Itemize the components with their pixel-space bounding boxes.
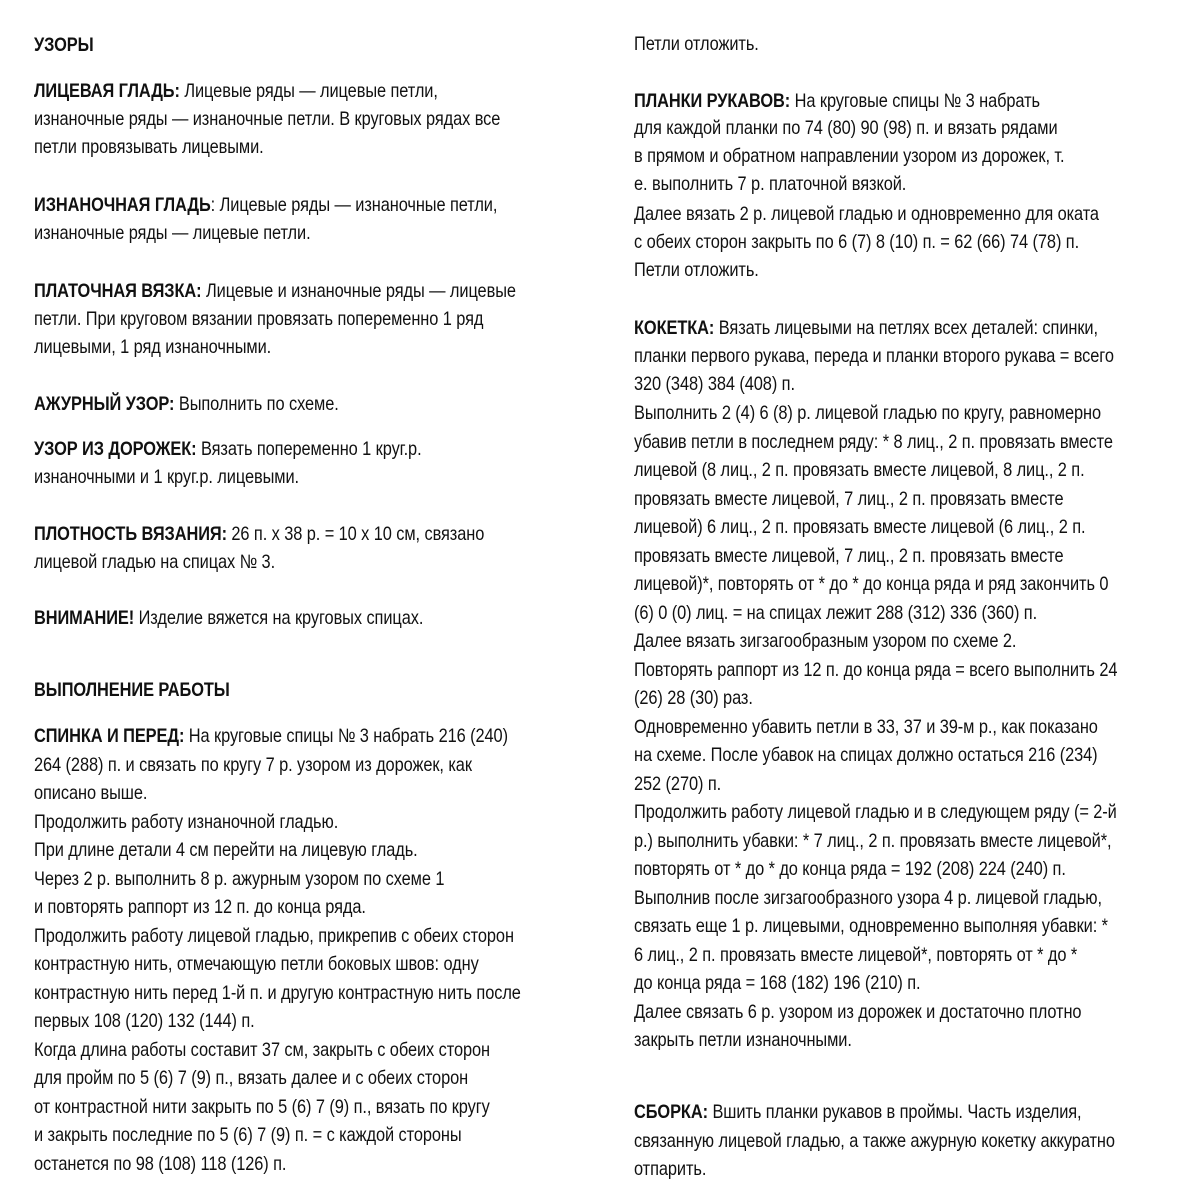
reverse-stockinette-first-line bbox=[34, 191, 497, 219]
yoke-line: Продолжить работу лицевой гладью и в следующем ряду (= 2-й bbox=[634, 801, 1117, 823]
tracks-title: УЗОР ИЗ ДОРОЖЕК: bbox=[34, 438, 197, 460]
stockinette-title: ЛИЦЕВАЯ ГЛАДЬ: bbox=[34, 80, 180, 102]
back-front-line: для пройм по 5 (6) 7 (9) п., вязать далее и с обеих сторон bbox=[34, 1067, 469, 1089]
lace-first-line bbox=[34, 390, 339, 418]
back-front-line: останется по 98 (108) 118 (126) п. bbox=[34, 1153, 287, 1175]
garter-line: петли. При круговом вязании провязать попеременно 1 ряд bbox=[34, 308, 484, 330]
gauge-line: лицевой гладью на спицах № 3. bbox=[34, 551, 276, 573]
yoke-line: Выполнив после зигзагообразного узора 4 р. лицевой гладью, bbox=[634, 887, 1102, 909]
reverse-stockinette-line: изнаночные ряды — лицевые петли. bbox=[34, 222, 311, 244]
yoke-title: КОКЕТКА: bbox=[634, 317, 715, 339]
assembly-line: отпарить. bbox=[634, 1158, 707, 1180]
back-front-title: СПИНКА И ПЕРЕД: bbox=[34, 725, 185, 747]
yoke-line: р.) выполнить убавки: * 7 лиц., 2 п. провязать вместе лицевой*, bbox=[634, 830, 1112, 852]
back-front-line: 264 (288) п. и связать по кругу 7 р. узором из дорожек, как bbox=[34, 754, 472, 776]
attention-text: Изделие вяжется на круговых спицах. bbox=[134, 607, 424, 629]
assembly-line: связанную лицевой гладью, а также ажурную кокетку аккуратно bbox=[634, 1130, 1115, 1152]
yoke-line: связать еще 1 р. лицевыми, одновременно выполняя убавки: * bbox=[634, 915, 1108, 937]
reverse-stockinette-title: ИЗНАНОЧНАЯ ГЛАДЬ bbox=[34, 194, 211, 216]
yoke-line: провязать вместе лицевой, 7 лиц., 2 п. провязать вместе bbox=[634, 545, 1064, 567]
garter-text: Лицевые и изнаночные ряды — лицевые bbox=[201, 280, 516, 302]
tracks-line: изнаночными и 1 круг.р. лицевыми. bbox=[34, 466, 299, 488]
yoke-line: на схеме. После убавок на спицах должно остаться 216 (234) bbox=[634, 744, 1098, 766]
attention-title: ВНИМАНИЕ! bbox=[34, 607, 135, 629]
sleeve-bands-line: е. выполнить 7 р. платочной вязкой. bbox=[634, 173, 907, 195]
back-front-text: На круговые спицы № 3 набрать 216 (240) bbox=[184, 725, 508, 747]
back-front-first-line bbox=[34, 722, 508, 750]
back-front-line: описано выше. bbox=[34, 782, 148, 804]
back-front-line: контрастную нить перед 1-й п. и другую контрастную нить после bbox=[34, 982, 521, 1004]
sleeve-bands-line: для каждой планки по 74 (80) 90 (98) п. и вязать рядами bbox=[634, 117, 1058, 139]
yoke-line: (6) 0 (0) лиц. = на спицах лежит 288 (312) 336 (360) п. bbox=[634, 602, 1038, 624]
gauge-text: 26 п. х 38 р. = 10 х 10 см, связано bbox=[226, 523, 485, 545]
tracks-text: Вязать попеременно 1 круг.р. bbox=[196, 438, 422, 460]
back-front-line: При длине детали 4 см перейти на лицевую гладь. bbox=[34, 839, 418, 861]
yoke-line: 6 лиц., 2 п. провязать вместе лицевой*, повторять от * до * bbox=[634, 944, 1078, 966]
back-front-line: и повторять раппорт из 12 п. до конца ряда. bbox=[34, 896, 366, 918]
yoke-line: повторять от * до * до конца ряда = 192 (208) 224 (240) п. bbox=[634, 858, 1066, 880]
yoke-line: лицевой (8 лиц., 2 п. провязать вместе лицевой, 8 лиц., 2 п. bbox=[634, 459, 1085, 481]
back-front-line: контрастную нить, отмечающую петли боковых швов: одну bbox=[34, 953, 479, 975]
sleeve-bands-line: с обеих сторон закрыть по 6 (7) 8 (10) п. = 62 (66) 74 (78) п. bbox=[634, 231, 1080, 253]
yoke-line: убавив петли в последнем ряду: * 8 лиц., 2 п. провязать вместе bbox=[634, 431, 1113, 453]
garter-title: ПЛАТОЧНАЯ ВЯЗКА: bbox=[34, 280, 202, 302]
back-front-line: от контрастной нити закрыть по 5 (6) 7 (9) п., вязать по кругу bbox=[34, 1096, 490, 1118]
reverse-stockinette-text: : Лицевые ряды — изнаночные петли, bbox=[210, 194, 498, 216]
yoke-line: Одновременно убавить петли в 33, 37 и 39-м р., как показано bbox=[634, 716, 1098, 738]
sleeve-bands-first-line bbox=[634, 87, 1040, 115]
yoke-line: закрыть петли изнаночными. bbox=[634, 1029, 852, 1051]
back-front-line: и закрыть последние по 5 (6) 7 (9) п. = с каждой стороны bbox=[34, 1124, 462, 1146]
stockinette-first-line bbox=[34, 77, 438, 105]
assembly-title: СБОРКА: bbox=[634, 1101, 708, 1123]
assembly-first-line bbox=[634, 1098, 1082, 1126]
yoke-line: до конца ряда = 168 (182) 196 (210) п. bbox=[634, 972, 921, 994]
yoke-line: провязать вместе лицевой, 7 лиц., 2 п. провязать вместе bbox=[634, 488, 1064, 510]
back-front-line: Через 2 р. выполнить 8 р. ажурным узором по схеме 1 bbox=[34, 868, 445, 890]
gauge-first-line bbox=[34, 520, 484, 548]
yoke-line: 320 (348) 384 (408) п. bbox=[634, 373, 795, 395]
lace-title: АЖУРНЫЙ УЗОР: bbox=[34, 393, 175, 415]
back-front-line: первых 108 (120) 132 (144) п. bbox=[34, 1010, 255, 1032]
yoke-line: Далее вязать зигзагообразным узором по схеме 2. bbox=[634, 630, 1017, 652]
yoke-line: Далее связать 6 р. узором из дорожек и достаточно плотно bbox=[634, 1001, 1082, 1023]
yoke-line: планки первого рукава, переда и планки второго рукава = всего bbox=[634, 345, 1114, 367]
stockinette-line: петли провязывать лицевыми. bbox=[34, 136, 264, 158]
set-aside-line: Петли отложить. bbox=[634, 33, 759, 55]
yoke-line: Выполнить 2 (4) 6 (8) р. лицевой гладью по кругу, равномерно bbox=[634, 402, 1102, 424]
yoke-line: лицевой) 6 лиц., 2 п. провязать вместе лицевой (6 лиц., 2 п. bbox=[634, 516, 1086, 538]
lace-text: Выполнить по схеме. bbox=[174, 393, 339, 415]
yoke-line: Повторять раппорт из 12 п. до конца ряда = всего выполнить 24 bbox=[634, 659, 1118, 681]
back-front-line: Продолжить работу изнаночной гладью. bbox=[34, 811, 339, 833]
work-heading: ВЫПОЛНЕНИЕ РАБОТЫ bbox=[34, 679, 230, 701]
yoke-first-line bbox=[634, 314, 1098, 342]
back-front-line: Продолжить работу лицевой гладью, прикрепив с обеих сторон bbox=[34, 925, 514, 947]
attention-first-line bbox=[34, 604, 423, 632]
back-front-line: Когда длина работы составит 37 см, закрыть с обеих сторон bbox=[34, 1039, 490, 1061]
garter-first-line bbox=[34, 277, 516, 305]
gauge-title: ПЛОТНОСТЬ ВЯЗАНИЯ: bbox=[34, 523, 227, 545]
stockinette-text: Лицевые ряды — лицевые петли, bbox=[179, 80, 438, 102]
sleeve-bands-line: Петли отложить. bbox=[634, 259, 759, 281]
sleeve-bands-title: ПЛАНКИ РУКАВОВ: bbox=[634, 90, 791, 112]
yoke-text: Вязать лицевыми на петлях всех деталей: спинки, bbox=[714, 317, 1098, 339]
yoke-line: лицевой)*, повторять от * до * до конца ряда и ряд закончить 0 bbox=[634, 573, 1109, 595]
sleeve-bands-line: в прямом и обратном направлении узором из дорожек, т. bbox=[634, 145, 1065, 167]
yoke-line: 252 (270) п. bbox=[634, 773, 722, 795]
garter-line: лицевыми, 1 ряд изнаночными. bbox=[34, 336, 272, 358]
assembly-text: Вшить планки рукавов в проймы. Часть изделия, bbox=[707, 1101, 1082, 1123]
sleeve-bands-line: Далее вязать 2 р. лицевой гладью и одновременно для оката bbox=[634, 203, 1099, 225]
tracks-first-line bbox=[34, 435, 422, 463]
sleeve-bands-text: На круговые спицы № 3 набрать bbox=[790, 90, 1040, 112]
yoke-line: (26) 28 (30) раз. bbox=[634, 687, 753, 709]
patterns-heading: УЗОРЫ bbox=[34, 34, 94, 56]
stockinette-line: изнаночные ряды — изнаночные петли. В круговых рядах все bbox=[34, 108, 501, 130]
